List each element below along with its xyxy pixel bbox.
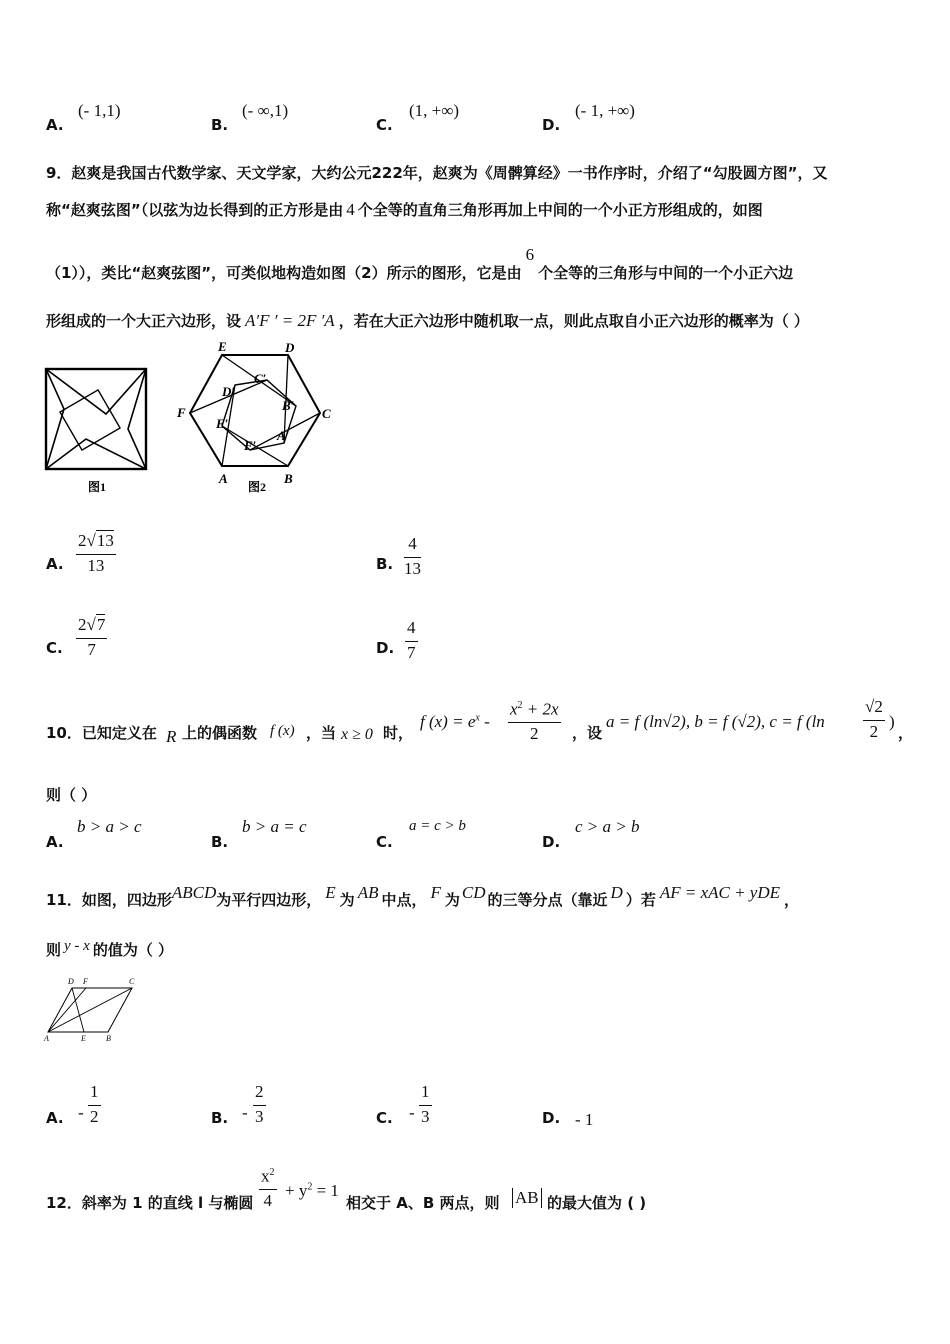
c-fraction: √2 2 xyxy=(865,697,883,741)
label-Dp: D′ xyxy=(222,384,236,399)
figure-2 xyxy=(172,338,342,498)
option-d-fraction: 4 7 xyxy=(407,618,416,662)
option-label: B. xyxy=(376,555,394,573)
abs-AB: AB xyxy=(512,1188,542,1208)
q9-line3: （1）），类比“赵爽弦图”，可类似地构造如图（2）所示的图形，它是由6个全等的三角形与中间的一个小正六边 xyxy=(46,245,794,282)
fx-definition: f $(x) = e^x$ - xyxy=(420,712,490,731)
option-label: D. xyxy=(542,116,561,134)
label-B: B xyxy=(284,471,293,486)
label-Ep: E′ xyxy=(216,416,229,431)
label-Bp: B′ xyxy=(282,398,295,413)
figure-1 xyxy=(40,362,155,497)
option-label: C. xyxy=(376,116,393,134)
q11-line2: 则 y - x 的值为（ ） xyxy=(46,938,174,959)
option-a-fraction: 2√13 13 xyxy=(78,531,114,575)
label-E: E xyxy=(218,339,227,354)
label-F: F xyxy=(177,405,186,420)
label-Fp: F′ xyxy=(244,438,257,453)
option-label: D. xyxy=(376,639,395,657)
label-Cp: C′ xyxy=(254,371,267,386)
q9-line2: 称“赵爽弦图”（以弦为边长得到的正方形是由 4 个全等的直角三角形再加上中间的一个小正方形组成的，如图 xyxy=(46,200,763,219)
label-Ap: A′ xyxy=(277,428,290,443)
option-expr: (1, +∞) xyxy=(409,101,460,120)
q9-line1: 9．赵爽是我国古代数学家、天文学家，大约公元222年，赵爽为《周髀算经》一书作序时，介绍了“勾股圆方图”，又 xyxy=(46,164,828,182)
parallelogram-figure xyxy=(40,972,150,1047)
label-D: D xyxy=(285,340,295,355)
option-c-fraction: 2√7 7 xyxy=(78,615,106,659)
q11-line1: 11．如图，四边形ABCD为平行四边形， E 为 AB 中点， F 为 CD 的三等分点（靠近 D ）若 AF = xAC + yDE ， xyxy=(46,883,800,909)
option-b-fraction: 4 13 xyxy=(404,534,421,578)
abc-definition: a = f (ln√2), b = f (√2), c = f (ln xyxy=(606,712,825,731)
option-label: C. xyxy=(46,639,63,657)
ellipse-fraction: $x^2$ 4 xyxy=(261,1166,275,1211)
option-expr: (- ∞,1) xyxy=(242,101,289,120)
svg-text:C: C xyxy=(129,977,135,986)
option-label: A. xyxy=(46,116,64,134)
svg-text:B: B xyxy=(106,1034,111,1043)
q9-line4: 形组成的一个大正六边形，设 A′F ′ = 2F ′A ，若在大正六边形中随机取一点，则此点取自小正六边形的概率为（ ） xyxy=(46,311,809,330)
svg-text:D: D xyxy=(68,977,74,986)
svg-text:E: E xyxy=(81,1034,86,1043)
option-label: A. xyxy=(46,555,64,573)
option-label: B. xyxy=(211,116,229,134)
svg-text:F: F xyxy=(83,977,88,986)
ellipse-rest: + $y^2 = 1$ xyxy=(285,1181,339,1200)
label-A: A xyxy=(219,471,228,486)
q10-fraction: $x^2 + 2x$ 2 xyxy=(510,699,559,744)
fig2-caption: 图2 xyxy=(248,480,267,494)
option-expr: (- 1,1) xyxy=(78,101,121,120)
option-expr: (- 1, +∞) xyxy=(575,101,635,120)
svg-text:A: A xyxy=(44,1034,49,1043)
label-C: C xyxy=(322,406,331,421)
fig1-caption: 图1 xyxy=(88,480,107,494)
